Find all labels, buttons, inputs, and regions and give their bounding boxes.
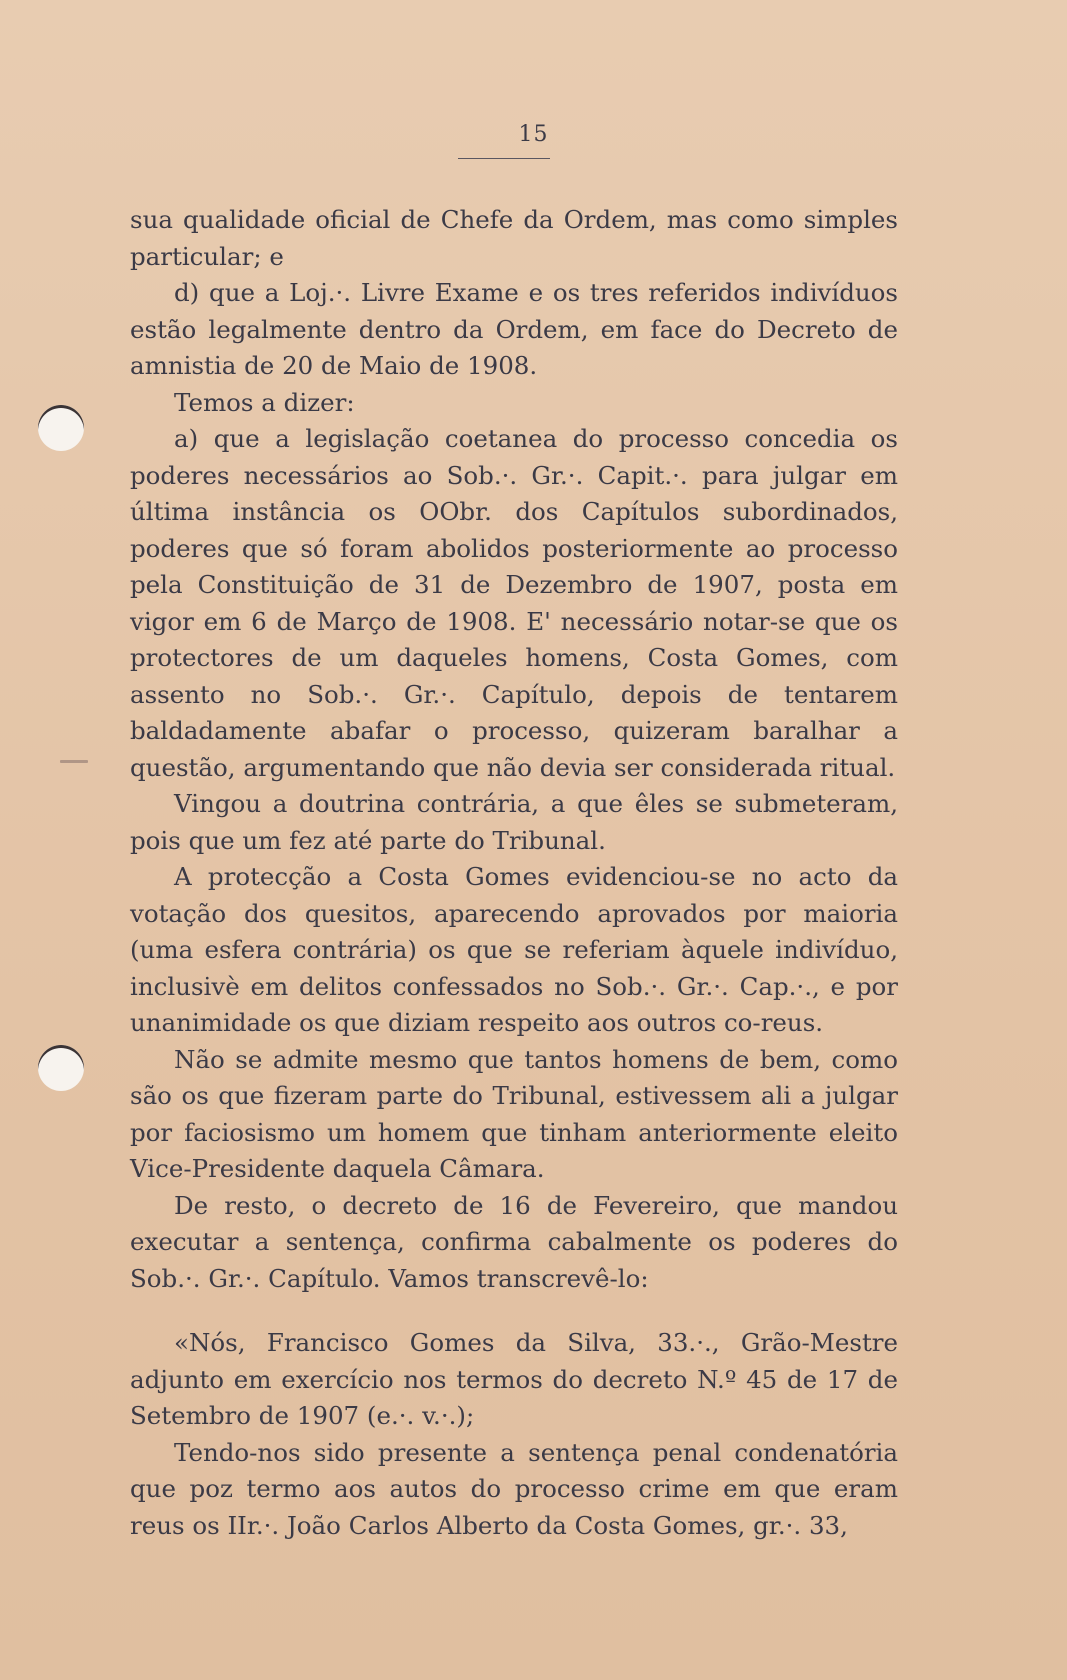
paper-mark — [60, 760, 88, 763]
punch-hole-top — [38, 405, 84, 451]
paragraph-9: «Nós, Francisco Gomes da Silva, 33.·., Grão-Mestre adjunto em exercício nos termos do decreto N.º 45 de 17 de Setembro de 1907 (e.·. v.·.); — [130, 1328, 898, 1430]
paragraph-7: Não se admite mesmo que tantos homens de bem, como são os que fizeram parte do Tribunal, estivessem ali a julgar por faciosismo um homem que tinham anteriormente eleito Vice-Presidente daquela Câmara. — [130, 1044, 898, 1183]
page-number: 15 — [518, 122, 549, 147]
paragraph-1: sua qualidade oficial de Chefe da Ordem, mas como simples particular; e — [130, 205, 898, 271]
paragraph-6: A protecção a Costa Gomes evidenciou-se no acto da votação dos quesitos, aparecendo aprovados por maioria (uma esfera contrária) os que se referiam àquele indivíduo, inclusivè em delitos confessados no Sob.·. Gr.·. Cap.·., e por unanimidade os que diziam respeito aos outros co-reus. — [130, 862, 898, 1037]
paragraph-10: Tendo-nos sido presente a sentença penal condenatória que poz termo aos autos do processo crime em que eram reus os IIr.·. João Carlos Alberto da Costa Gomes, gr.·. 33, — [130, 1437, 898, 1540]
paragraph-5: Vingou a doutrina contrária, a que êles se submeteram, pois que um fez até parte do Tribunal. — [130, 789, 898, 855]
page-number-rule — [458, 158, 550, 159]
paragraph-8: De resto, o decreto de 16 de Fevereiro, que mandou executar a sentença, confirma cabalmente os poderes do Sob.·. Gr.·. Capítulo. Vamos transcrevê-lo: — [130, 1190, 898, 1293]
paragraph-4: a) que a legislação coetanea do processo concedia os poderes necessários ao Sob.·. Gr.·. Capit.·. para julgar em última instância os OObr. dos Capítulos subordinados, poderes que só foram abolidos posteriormente ao processo pela Constituição de 31 de Dezembro de 1907, posta em vigor em 6 de Março de 1908. E' necessário notar-se que os protectores de um daqueles homens, Costa Gomes, com assento no Sob.·. Gr.·. Capítulo, depois de tentarem baldadamente abafar o processo, quizeram baralhar a questão, argumentando que não devia ser considerada ritual. — [130, 424, 898, 782]
body-text — [130, 202, 898, 1544]
punch-hole-bottom — [38, 1045, 84, 1091]
paragraph-3: Temos a dizer: — [174, 387, 355, 417]
paragraph-2: d) que a Loj.·. Livre Exame e os tres referidos indivíduos estão legalmente dentro da Ordem, em face do Decreto de amnistia de 20 de Maio de 1908. — [130, 278, 898, 380]
